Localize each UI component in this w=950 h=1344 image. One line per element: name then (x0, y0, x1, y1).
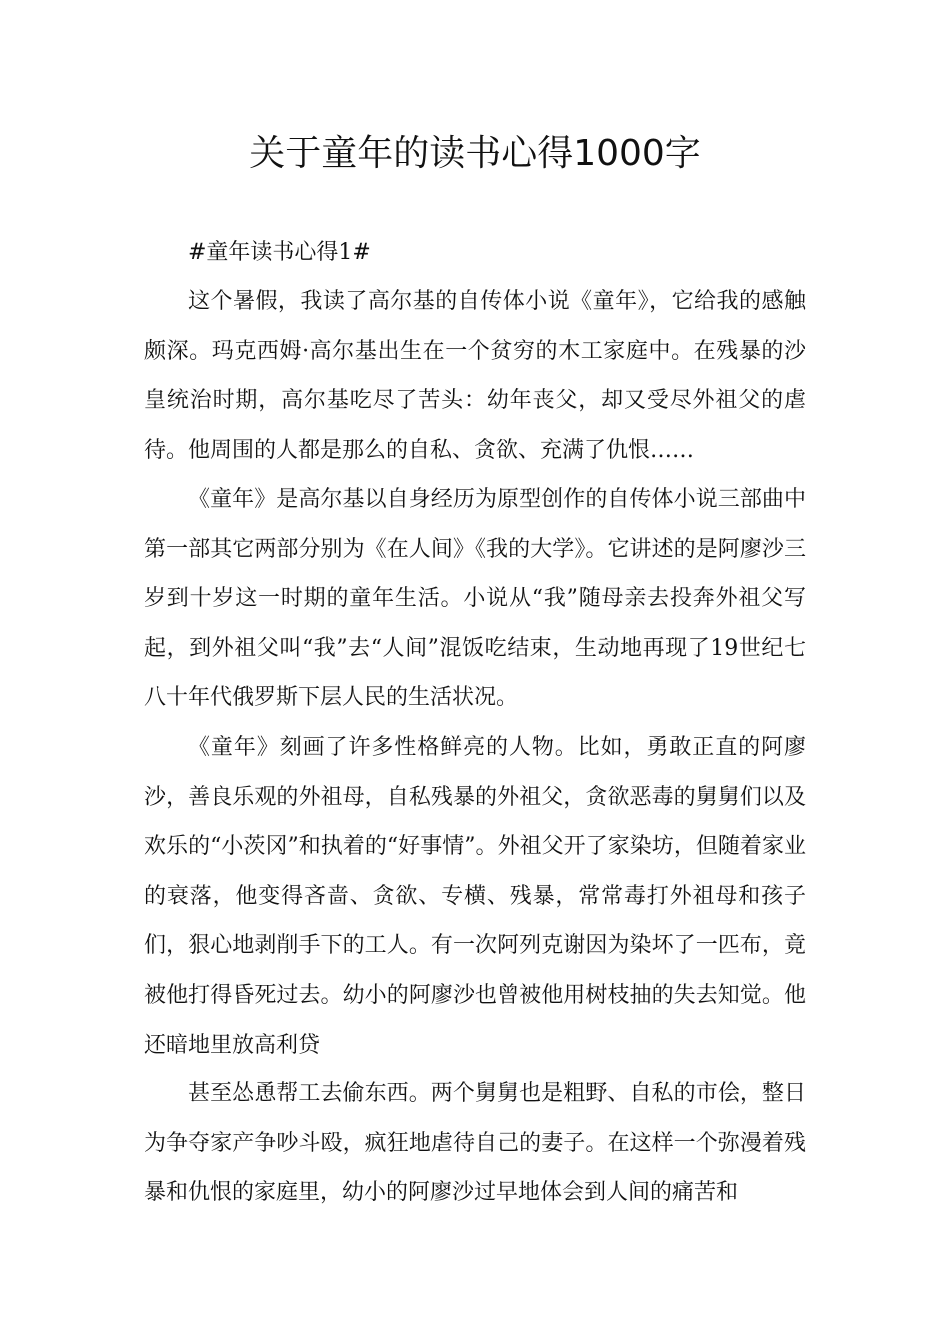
paragraph-1: 这个暑假，我读了高尔基的自传体小说《童年》，它给我的感触颇深。玛克西姆·高尔基出生在一个贫穷的木工家庭中。在残暴的沙皇统治时期，高尔基吃尽了苦头：幼年丧父，却又受尽外祖父的虐待。他周围的人都是那么的自私、贪欲、充满了仇恨…… (144, 289, 806, 463)
section-heading: #童年读书心得1# (188, 240, 371, 265)
document-title: 关于童年的读书心得1000字 (249, 133, 701, 174)
paragraph-2: 《童年》是高尔基以自身经历为原型创作的自传体小说三部曲中第一部其它两部分别为《在人间》《我的大学》。它讲述的是阿廖沙三岁到十岁这一时期的童年生活。小说从“我”随母亲去投奔外祖父写起，到外祖父叫“我”去“人间”混饭吃结束，生动地再现了19世纪七八十年代俄罗斯下层人民的生活状况。 (144, 487, 806, 711)
paragraph-4: 甚至怂恿帮工去偷东西。两个舅舅也是粗野、自私的市侩，整日为争夺家产争吵斗殴，疯狂地虐待自己的妻子。在这样一个弥漫着残暴和仇恨的家庭里，幼小的阿廖沙过早地体会到人间的痛苦和 (144, 1081, 806, 1206)
paragraph-3: 《童年》刻画了许多性格鲜亮的人物。比如，勇敢正直的阿廖沙，善良乐观的外祖母，自私残暴的外祖父，贪欲恶毒的舅舅们以及欢乐的“小茨冈”和执着的“好事情”。外祖父开了家染坊，但随着家业的衰落，他变得吝啬、贪欲、专横、残暴，常常毒打外祖母和孩子们，狠心地剥削手下的工人。有一次阿列克谢因为染坏了一匹布，竟被他打得昏死过去。幼小的阿廖沙也曾被他用树枝抽的失去知觉。他还暗地里放高利贷 (144, 735, 806, 1058)
